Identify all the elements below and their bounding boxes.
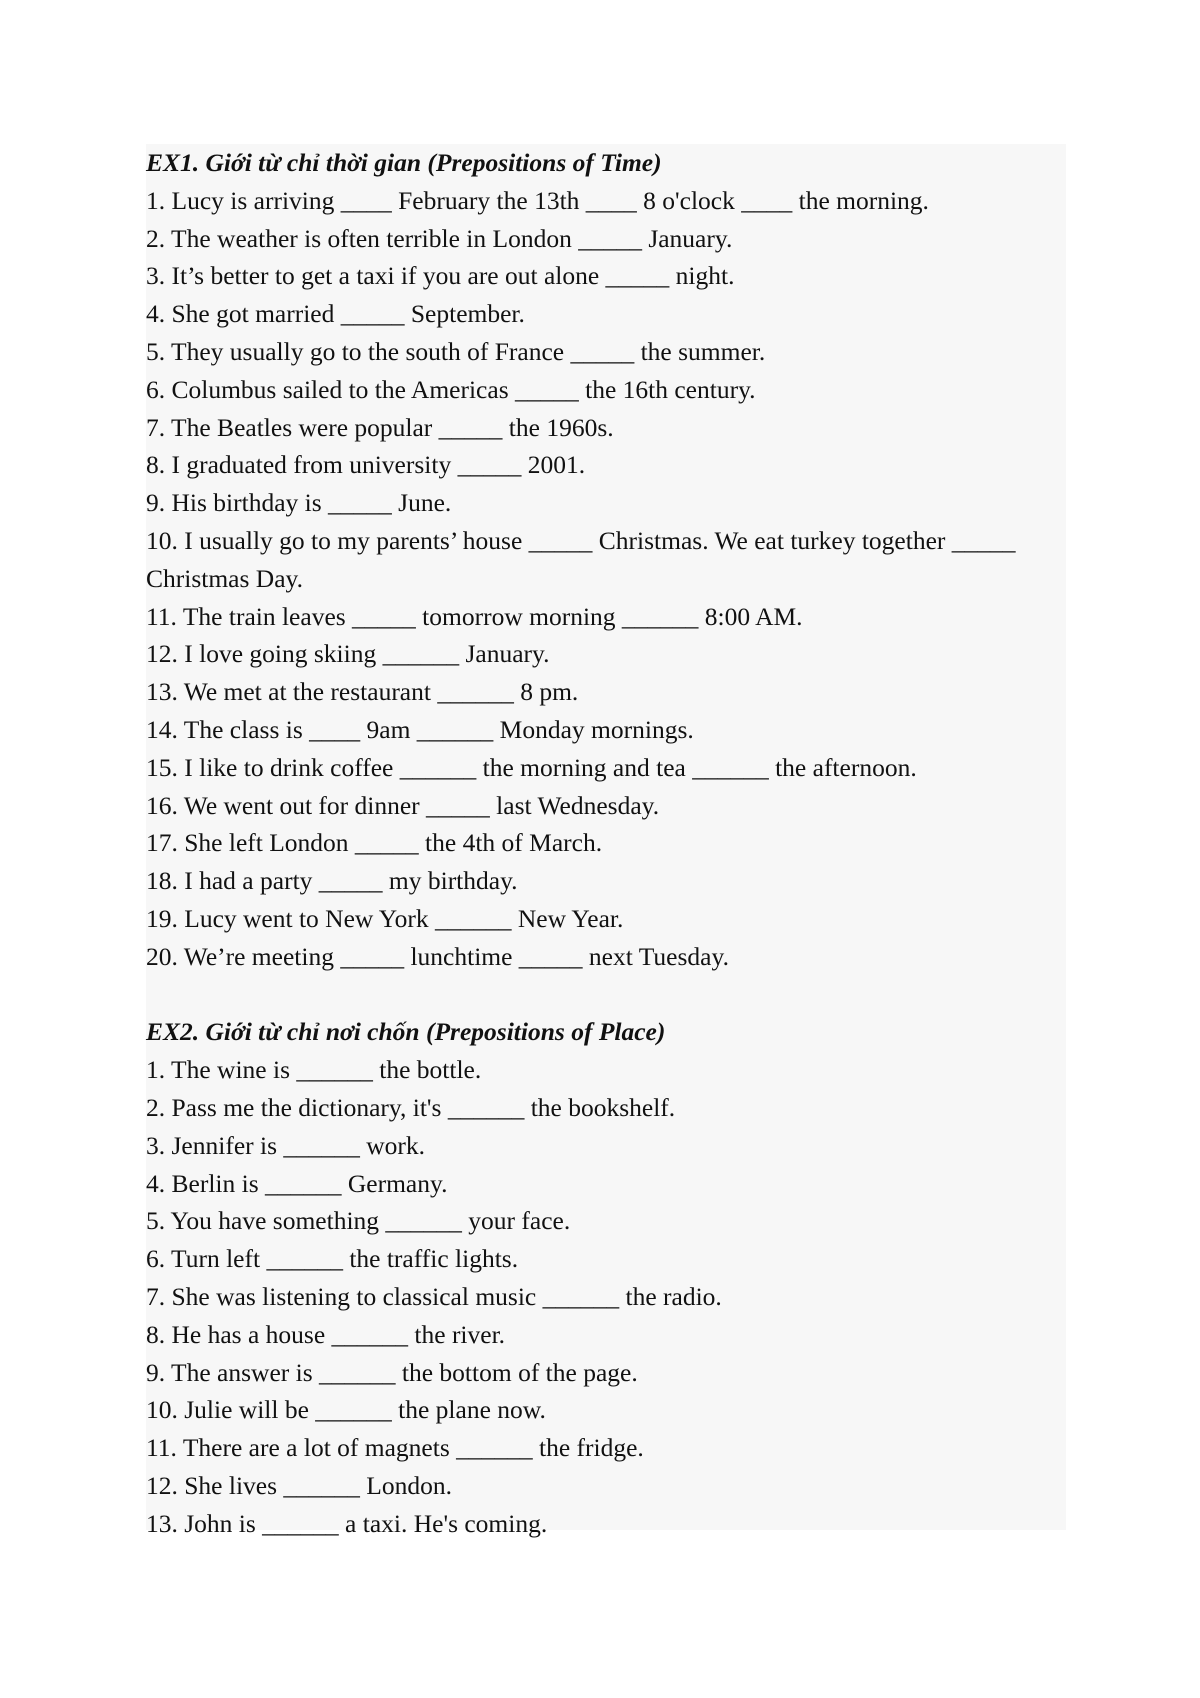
exercise-1-question-2: 2. The weather is often terrible in London _____ January. xyxy=(146,223,733,253)
exercise-1-question-8: 8. I graduated from university _____ 2001. xyxy=(146,450,586,480)
exercise-1-question-3: 3. It’s better to get a taxi if you are out alone _____ night. xyxy=(146,261,735,291)
exercise-1-question-11: 11. The train leaves _____ tomorrow morning ______ 8:00 AM. xyxy=(146,601,803,631)
exercise-1-section xyxy=(146,144,1066,976)
exercise-2-heading: EX2. Giới từ chỉ nơi chốn (Prepositions of Place) xyxy=(146,1017,666,1047)
exercise-1-question-10: 10. I usually go to my parents’ house _____ Christmas. We eat turkey together _____ Christmas Day. xyxy=(146,525,1016,593)
exercise-2-question-7: 7. She was listening to classical music ______ the radio. xyxy=(146,1281,722,1311)
exercise-2-question-2: 2. Pass me the dictionary, it's ______ the bookshelf. xyxy=(146,1092,676,1122)
exercise-1-question-18: 18. I had a party _____ my birthday. xyxy=(146,866,518,896)
exercise-2-question-12: 12. She lives ______ London. xyxy=(146,1470,452,1500)
exercise-2-question-5: 5. You have something ______ your face. xyxy=(146,1206,571,1236)
exercise-1-question-4: 4. She got married _____ September. xyxy=(146,299,525,329)
exercise-2-question-9: 9. The answer is ______ the bottom of the page. xyxy=(146,1357,638,1387)
exercise-1-question-17: 17. She left London _____ the 4th of March. xyxy=(146,828,603,858)
exercise-1-question-9: 9. His birthday is _____ June. xyxy=(146,488,452,518)
exercise-2-question-6: 6. Turn left ______ the traffic lights. xyxy=(146,1244,519,1274)
exercise-2-question-8: 8. He has a house ______ the river. xyxy=(146,1319,506,1349)
exercise-2-question-10: 10. Julie will be ______ the plane now. xyxy=(146,1395,546,1425)
exercise-2-question-3: 3. Jennifer is ______ work. xyxy=(146,1130,426,1160)
exercise-1-question-6: 6. Columbus sailed to the Americas _____ the 16th century. xyxy=(146,374,756,404)
exercise-1-question-16: 16. We went out for dinner _____ last Wednesday. xyxy=(146,790,660,820)
exercise-2-question-13: 13. John is ______ a taxi. He's coming. xyxy=(146,1508,548,1538)
exercise-1-question-1: 1. Lucy is arriving ____ February the 13th ____ 8 o'clock ____ the morning. xyxy=(146,185,929,215)
exercise-1-question-12: 12. I love going skiing ______ January. xyxy=(146,639,550,669)
exercise-2-question-4: 4. Berlin is ______ Germany. xyxy=(146,1168,448,1198)
exercise-1-question-20: 20. We’re meeting _____ lunchtime _____ next Tuesday. xyxy=(146,941,729,971)
worksheet-content xyxy=(146,144,1066,1538)
exercise-1-question-7: 7. The Beatles were popular _____ the 1960s. xyxy=(146,412,614,442)
exercise-1-question-5: 5. They usually go to the south of France _____ the summer. xyxy=(146,336,766,366)
exercise-2-question-11: 11. There are a lot of magnets ______ the fridge. xyxy=(146,1433,644,1463)
exercise-1-question-13: 13. We met at the restaurant ______ 8 pm. xyxy=(146,677,579,707)
exercise-1-question-19: 19. Lucy went to New York ______ New Year. xyxy=(146,903,624,933)
exercise-1-question-14: 14. The class is ____ 9am ______ Monday mornings. xyxy=(146,714,694,744)
exercise-1-heading: EX1. Giới từ chỉ thời gian (Prepositions of Time) xyxy=(146,148,662,177)
exercise-2-section xyxy=(146,1013,1066,1542)
exercise-1-question-15: 15. I like to drink coffee ______ the morning and tea ______ the afternoon. xyxy=(146,752,917,782)
exercise-2-question-1: 1. The wine is ______ the bottle. xyxy=(146,1055,482,1085)
section-spacer xyxy=(146,976,1066,1014)
